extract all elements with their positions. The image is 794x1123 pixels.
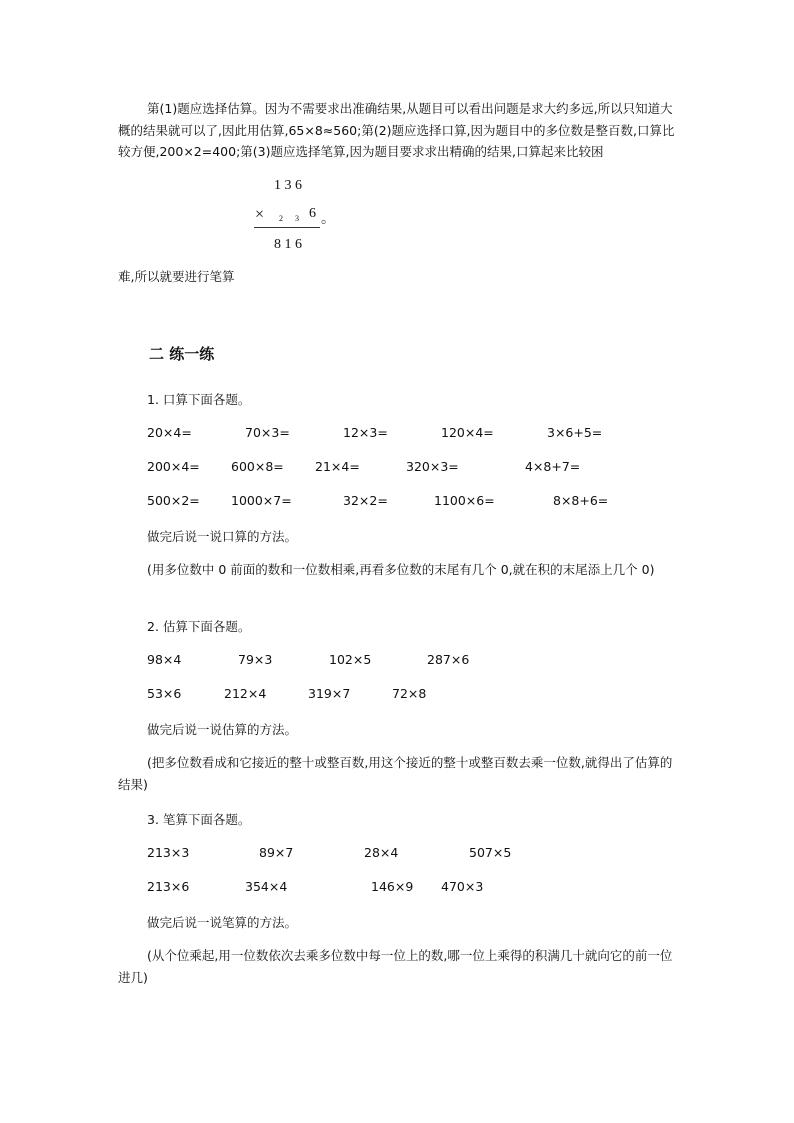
problem: 12×3=: [343, 425, 388, 440]
problem: 21×4=: [315, 459, 360, 474]
problem: 319×7: [308, 686, 351, 701]
problem: 1100×6=: [434, 493, 495, 508]
problem: 507×5: [469, 845, 512, 860]
q3-prompt: 做完后说一说笔算的方法。: [147, 915, 298, 930]
times-sign: ×: [255, 206, 265, 223]
problem: 70×3=: [245, 425, 290, 440]
problem: 213×3: [147, 845, 190, 860]
problem: 72×8: [392, 686, 427, 701]
problem: 79×3: [238, 652, 273, 667]
problem: 102×5: [329, 652, 372, 667]
problem: 212×4: [224, 686, 267, 701]
problem: 53×6: [147, 686, 182, 701]
problem: 32×2=: [343, 493, 388, 508]
problem: 4×8+7=: [525, 459, 581, 474]
intro-ending: 难,所以就要进行笔算: [118, 269, 235, 284]
q3-answer: (从个位乘起,用一位数依次去乘多位数中每一位上的数,哪一位上乘得的积满几十就向它的前一位进几): [118, 948, 673, 985]
problem: 146×9: [371, 879, 414, 894]
calc-period: 。: [321, 212, 335, 227]
problem: 3×6+5=: [547, 425, 603, 440]
calc-multiplier: 6: [309, 206, 316, 221]
section-title: 二 练一练: [149, 345, 215, 363]
intro-paragraph: 第(1)题应选择估算。因为不需要求出准确结果,从题目可以看出问题是求大约多远,所以只知道大概的结果就可以了,因此用估算,65×8≈560;第(2)题应选择口算,因为题目中的多位数是整百数,口算比较方便,200×2=400;第(3)题应选择笔算,因为题目要求求出精确的结果,口算起来比较困: [118, 101, 675, 159]
calc-underline: [254, 227, 320, 228]
carry-digit-1: 2: [279, 214, 283, 223]
problem: 213×6: [147, 879, 190, 894]
problem: 8×8+6=: [553, 493, 609, 508]
problem: 20×4=: [147, 425, 192, 440]
problem: 354×4: [245, 879, 288, 894]
problem: 500×2=: [147, 493, 200, 508]
q1-heading: 1. 口算下面各题。: [147, 392, 251, 407]
problem: 200×4=: [147, 459, 200, 474]
q2-heading: 2. 估算下面各题。: [147, 619, 251, 634]
q1-answer: (用多位数中 0 前面的数和一位数相乘,再看多位数的末尾有几个 0,就在积的末尾添上几个 0): [147, 562, 655, 577]
q1-prompt: 做完后说一说口算的方法。: [147, 529, 298, 544]
q2-prompt: 做完后说一说估算的方法。: [147, 722, 298, 737]
calc-result: 8 1 6: [274, 237, 302, 252]
problem: 287×6: [427, 652, 470, 667]
problem: 470×3: [441, 879, 484, 894]
problem: 320×3=: [406, 459, 459, 474]
q2-answer: (把多位数看成和它接近的整十或整百数,用这个接近的整十或整百数去乘一位数,就得出了估算的结果): [118, 755, 673, 792]
problem: 1000×7=: [231, 493, 292, 508]
problem: 28×4: [364, 845, 399, 860]
problem: 98×4: [147, 652, 182, 667]
problem: 600×8=: [231, 459, 284, 474]
problem: 120×4=: [441, 425, 494, 440]
calc-top-number: 1 3 6: [274, 178, 302, 193]
carry-digit-2: 3: [295, 214, 299, 223]
problem: 89×7: [259, 845, 294, 860]
q3-heading: 3. 笔算下面各题。: [147, 812, 251, 827]
